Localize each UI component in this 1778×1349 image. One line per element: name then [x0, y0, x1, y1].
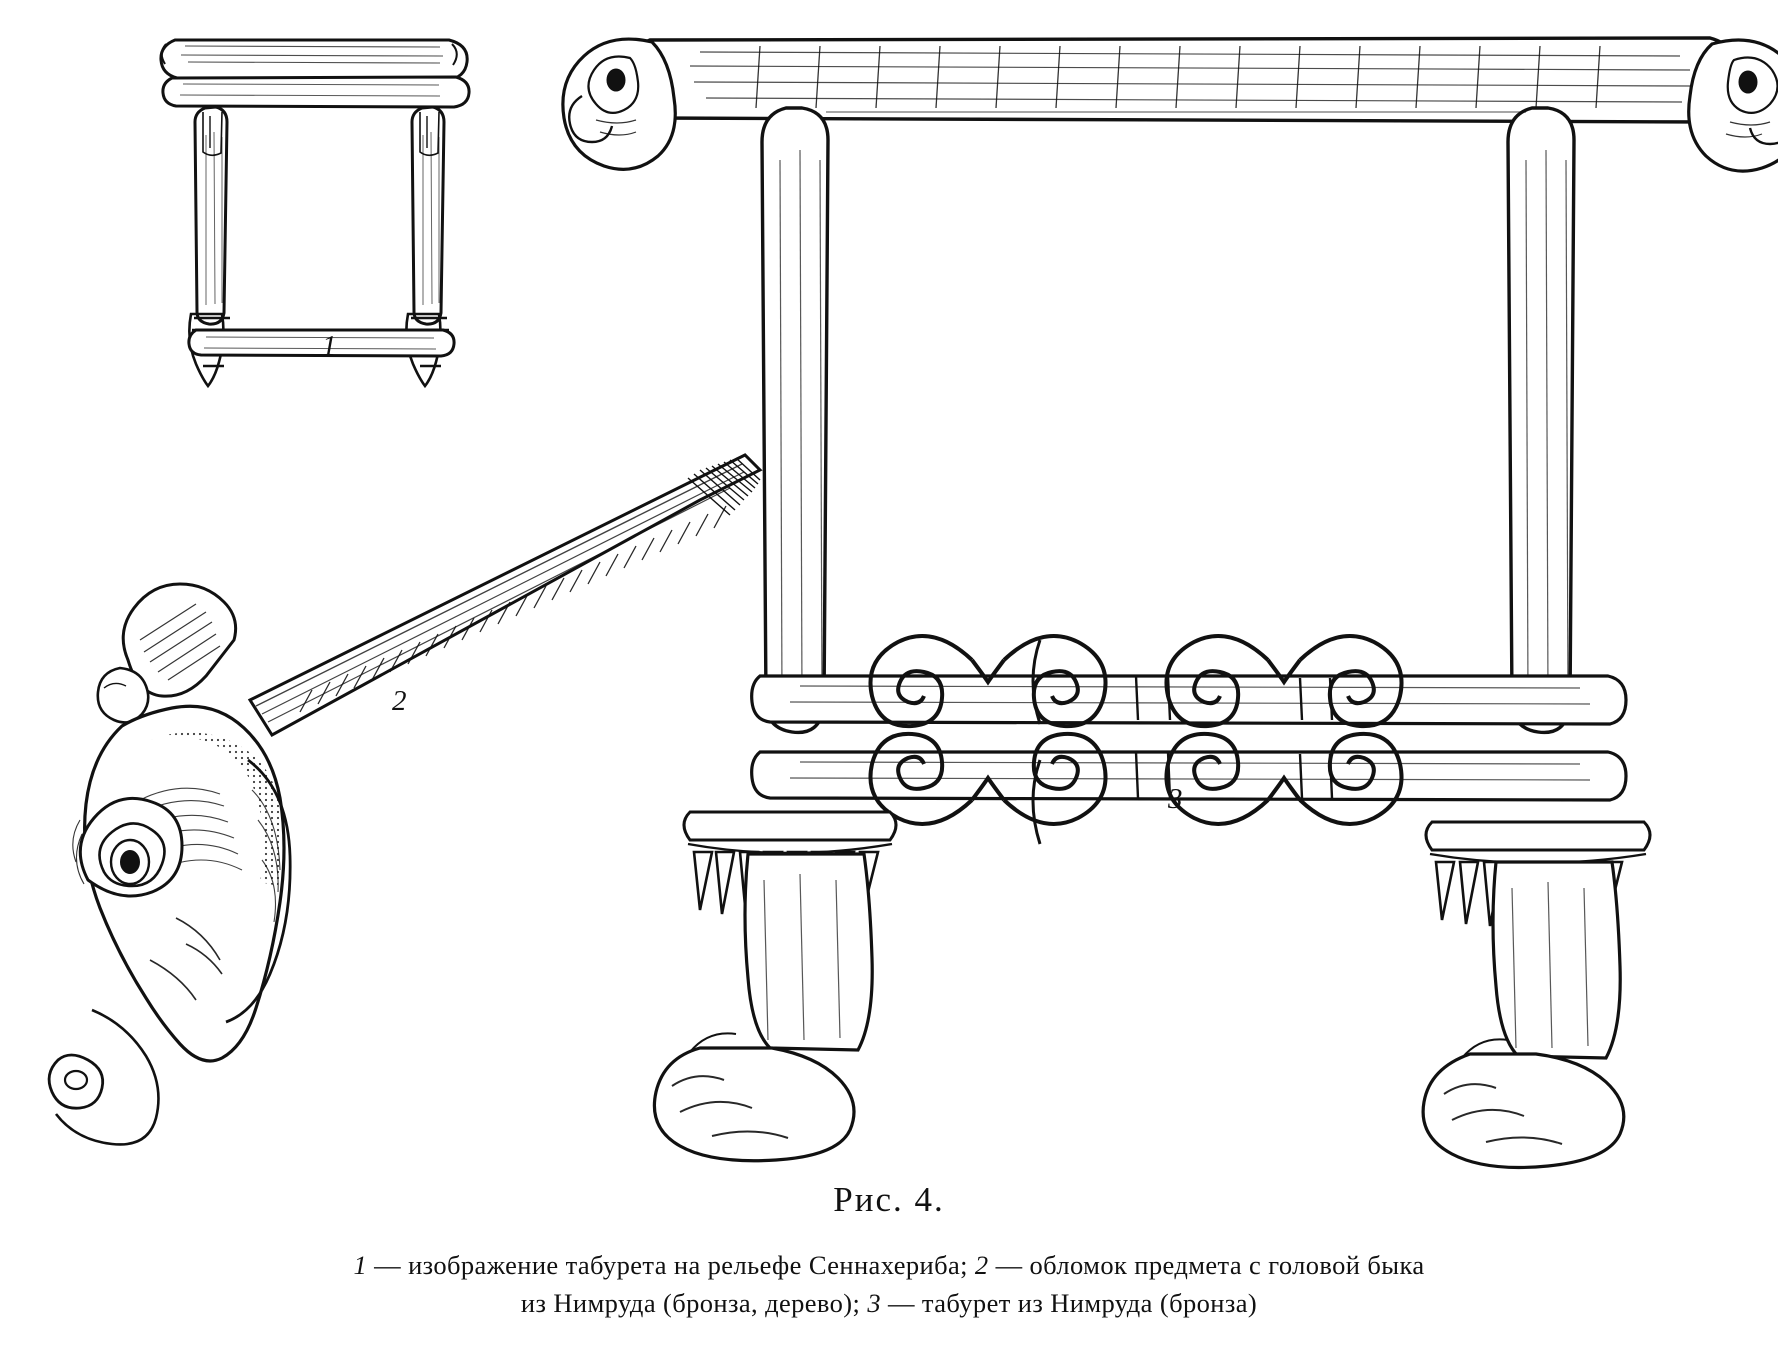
- figure-item-number-1: 1: [322, 330, 337, 362]
- caption-number-2: 2: [974, 1250, 989, 1280]
- caption-line-2: [79, 1284, 1699, 1322]
- caption-text-2a: из Нимруда (бронза, дерево);: [520, 1288, 868, 1319]
- figure-item-number-2: 2: [392, 685, 407, 717]
- drawing-stool-nimrud-bronze: [563, 38, 1778, 1168]
- drawing-stool-relief-sennacherib: [161, 40, 469, 386]
- figure-caption-block: [0, 1180, 1778, 1323]
- caption-text-2b: — табурет из Нимруда (бронза): [880, 1288, 1258, 1319]
- caption-line-1: [79, 1246, 1699, 1284]
- figure-item-number-3: 3: [1168, 783, 1183, 815]
- caption-text-1a: — изображение табурета на рельефе Сеннахериба;: [367, 1250, 975, 1280]
- figure-caption-text: [79, 1246, 1699, 1323]
- caption-text-1b: — обломок предмета с головой быка: [988, 1250, 1425, 1280]
- caption-number-1: 1: [353, 1250, 368, 1280]
- caption-number-3: 3: [867, 1288, 881, 1319]
- drawing-bull-head-fragment: [49, 455, 760, 1144]
- figure-title: Рис. 4.: [833, 1180, 945, 1219]
